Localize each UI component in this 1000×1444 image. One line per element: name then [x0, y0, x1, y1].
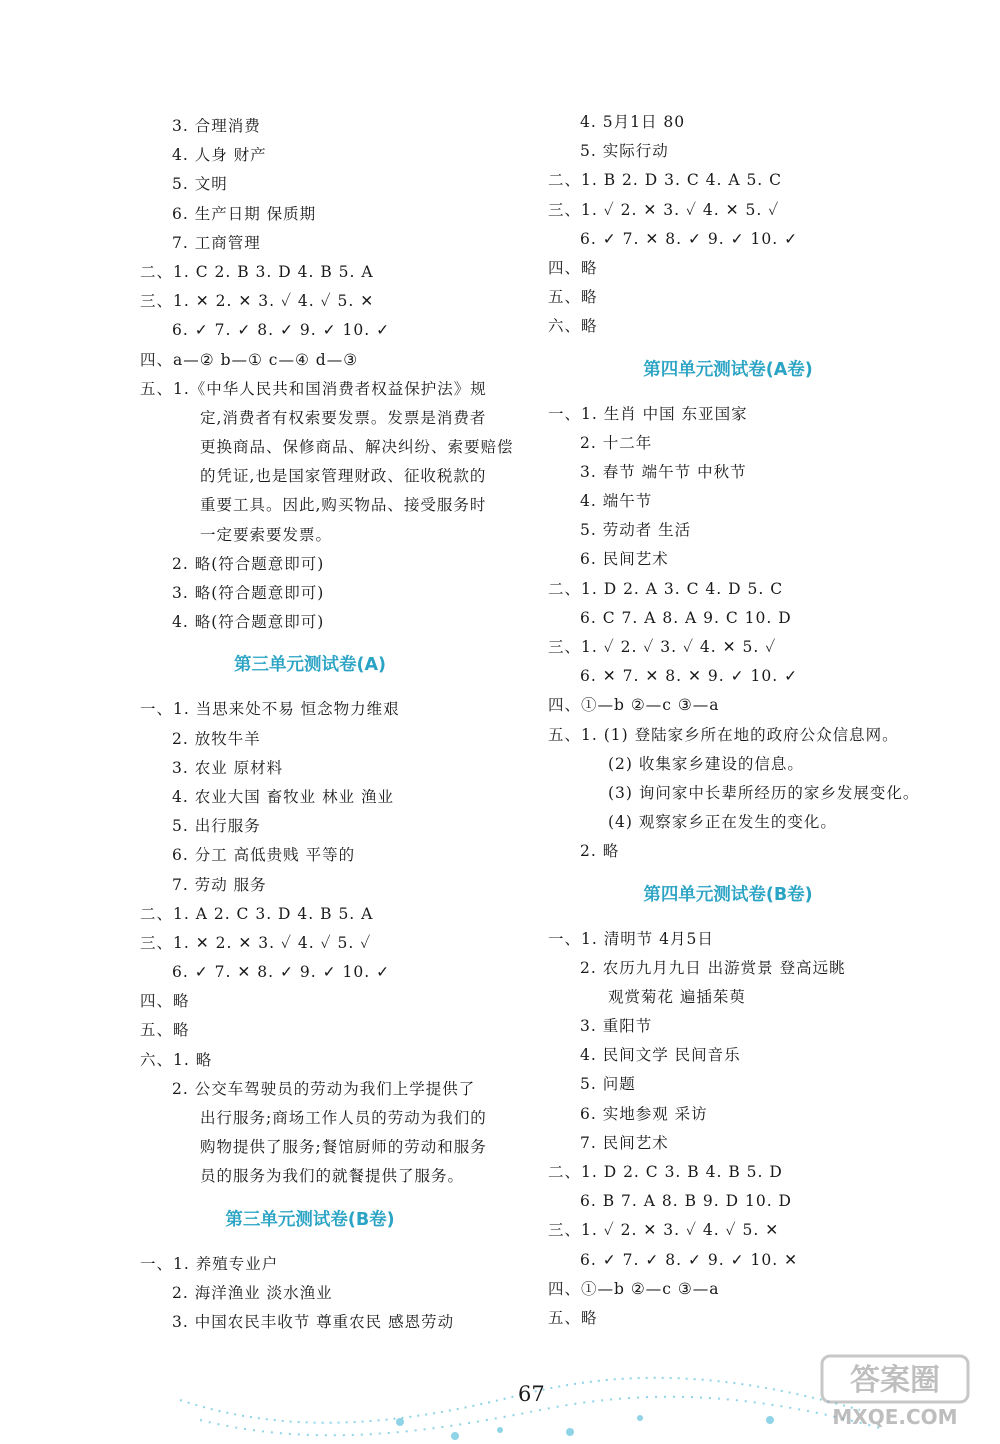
answer-line: 2. 海洋渔业 淡水渔业 [172, 1283, 333, 1302]
answer-line: 二、1. D 2. A 3. C 4. D 5. C [548, 579, 784, 598]
answer-line: 4. 人身 财产 [172, 146, 267, 165]
page-number: 67 [518, 1382, 545, 1406]
answer-line: 2. 略(符合题意即可) [172, 554, 325, 573]
answer-line: 二、1. D 2. C 3. B 4. B 5. D [548, 1163, 783, 1181]
answer-line: 3. 重阳节 [580, 1017, 653, 1036]
svg-text:MXQE.COM: MXQE.COM [832, 1405, 958, 1429]
answer-line: 6. ✕ 7. ✕ 8. ✕ 9. ✓ 10. ✓ [580, 667, 799, 686]
answer-line: 4. 端午节 [580, 492, 653, 511]
answer-line: 6. ✓ 7. ✕ 8. ✓ 9. ✓ 10. ✓ [172, 963, 391, 982]
answer-line: 7. 民间艺术 [580, 1133, 669, 1152]
answer-line: 五、1.《中华人民共和国消费者权益保护法》规 [140, 379, 487, 398]
answer-line: 重要工具。因此,购买物品、接受服务时 [200, 496, 487, 515]
answer-line: 三、1. ✓ 2. ✓ 3. ✓ 4. ✕ 5. ✓ [548, 638, 777, 656]
answer-line: 7. 工商管理 [172, 233, 261, 252]
answer-line: 四、a—② b—① c—④ d—③ [140, 350, 359, 369]
answer-line: 6. 生产日期 保质期 [172, 204, 317, 223]
answer-line: 一定要索要发票。 [200, 525, 333, 544]
answer-line: 的凭证,也是国家管理财政、征收税款的 [200, 467, 487, 486]
left-answers-intro [140, 112, 540, 637]
answer-line: 2. 放牧牛羊 [172, 729, 261, 748]
answer-line: 定,消费者有权索要发票。发票是消费者 [200, 408, 487, 427]
answer-line: 四、略 [548, 258, 598, 277]
answer-line: 一、1. 生肖 中国 东亚国家 [548, 404, 748, 423]
answer-line: 5. 问题 [580, 1075, 636, 1094]
answer-line: 出行服务;商场工作人员的劳动为我们的 [200, 1109, 487, 1127]
unit3-b-answers [140, 1250, 540, 1338]
answer-line: 2. 农历九月九日 出游赏景 登高远眺 [580, 958, 846, 977]
answer-line: 3. 合理消费 [172, 117, 261, 135]
left-column [140, 112, 540, 1337]
answer-line: 7. 劳动 服务 [172, 875, 267, 894]
answer-line: 六、1. 略 [140, 1050, 213, 1069]
answer-line: 观赏菊花 遍插茱萸 [608, 987, 746, 1006]
section-heading-unit4-a: 第四单元测试卷(A卷) [643, 359, 813, 380]
answer-line: 三、1. ✓ 2. ✕ 3. ✓ 4. ✓ 5. ✕ [548, 1221, 780, 1240]
answer-line: 购物提供了服务;餐馆厨师的劳动和服务 [200, 1138, 487, 1157]
answer-line: 四、略 [140, 992, 190, 1011]
answer-line: 2. 公交车驾驶员的劳动为我们上学提供了 [172, 1079, 476, 1098]
answer-line: 6. ✓ 7. ✓ 8. ✓ 9. ✓ 10. ✓ [172, 321, 391, 340]
answer-line: 4. 民间文学 民间音乐 [580, 1046, 741, 1065]
answer-line: 5. 文明 [172, 175, 228, 194]
answer-line: 5. 出行服务 [172, 817, 261, 836]
answer-line: (4) 观察家乡正在发生的变化。 [608, 813, 837, 832]
answer-line: 更换商品、保修商品、解决纠纷、索要赔偿 [200, 438, 514, 457]
section-heading-unit4-b: 第四单元测试卷(B卷) [643, 884, 813, 905]
answer-line: 6. 分工 高低贵贱 平等的 [172, 846, 356, 865]
answer-line: 员的服务为我们的就餐提供了服务。 [200, 1167, 465, 1186]
answer-line: 三、1. ✓ 2. ✕ 3. ✓ 4. ✕ 5. ✓ [548, 200, 780, 219]
answer-line: 3. 农业 原材料 [172, 758, 284, 777]
answer-line: 6. ✓ 7. ✓ 8. ✓ 9. ✓ 10. ✕ [580, 1250, 799, 1269]
answer-line: 二、1. C 2. B 3. D 4. B 5. A [140, 262, 374, 281]
unit4-a-answers [548, 400, 968, 867]
answer-line: 6. ✓ 7. ✕ 8. ✓ 9. ✓ 10. ✓ [580, 229, 799, 248]
answer-line: 一、1. 清明节 4月5日 [548, 929, 714, 948]
answer-line: 一、1. 当思来处不易 恒念物力维艰 [140, 700, 400, 719]
answer-line: 六、略 [548, 317, 598, 336]
unit4-b-answers [548, 925, 968, 1334]
answer-line: 四、①—b ②—c ③—a [548, 696, 720, 715]
answer-line: 4. 略(符合题意即可) [172, 613, 325, 632]
answer-line: (2) 收集家乡建设的信息。 [608, 754, 804, 773]
answer-line: 6. 民间艺术 [580, 550, 669, 569]
answer-line: 四、①—b ②—c ③—a [548, 1279, 720, 1298]
right-column [548, 108, 968, 1333]
answer-line: 三、1. ✕ 2. ✕ 3. ✓ 4. ✓ 5. ✕ [140, 292, 375, 311]
watermark-logo [820, 1352, 970, 1432]
answer-line: 三、1. ✕ 2. ✕ 3. ✓ 4. ✓ 5. ✓ [140, 933, 372, 952]
unit3-a-answers [140, 695, 540, 1191]
answer-line: 五、略 [548, 1308, 598, 1327]
svg-text:答案圈: 答案圈 [850, 1363, 940, 1398]
answer-line: 五、略 [548, 288, 598, 307]
answer-line: 3. 略(符合题意即可) [172, 584, 325, 602]
answer-line: 3. 中国农民丰收节 尊重农民 感恩劳动 [172, 1312, 455, 1331]
answer-line: 5. 实际行动 [580, 142, 669, 161]
answer-line: 6. 实地参观 采访 [580, 1104, 708, 1123]
answer-line: 3. 春节 端午节 中秋节 [580, 462, 747, 481]
answer-line: 4. 农业大国 畜牧业 林业 渔业 [172, 787, 394, 806]
answer-line: 二、1. A 2. C 3. D 4. B 5. A [140, 904, 374, 923]
answer-line: 一、1. 养殖专业户 [140, 1254, 279, 1273]
section-heading-unit3-b: 第三单元测试卷(B卷) [225, 1209, 395, 1230]
answer-line: (3) 询问家中长辈所经历的家乡发展变化。 [608, 783, 920, 802]
section-heading-unit3-a: 第三单元测试卷(A) [233, 655, 387, 676]
answer-line: 五、1. (1) 登陆家乡所在地的政府公众信息网。 [548, 725, 899, 744]
answer-line: 五、略 [140, 1021, 190, 1040]
answer-line: 6. C 7. A 8. A 9. C 10. D [580, 608, 792, 627]
answer-line: 二、1. B 2. D 3. C 4. A 5. C [548, 171, 783, 190]
answer-line: 6. B 7. A 8. B 9. D 10. D [580, 1192, 792, 1211]
answer-line: 5. 劳动者 生活 [580, 521, 692, 540]
answer-line: 2. 略 [580, 842, 620, 861]
right-answers-intro [548, 108, 968, 342]
answer-line: 2. 十二年 [580, 433, 653, 452]
answer-line: 4. 5月1日 80 [580, 113, 686, 131]
